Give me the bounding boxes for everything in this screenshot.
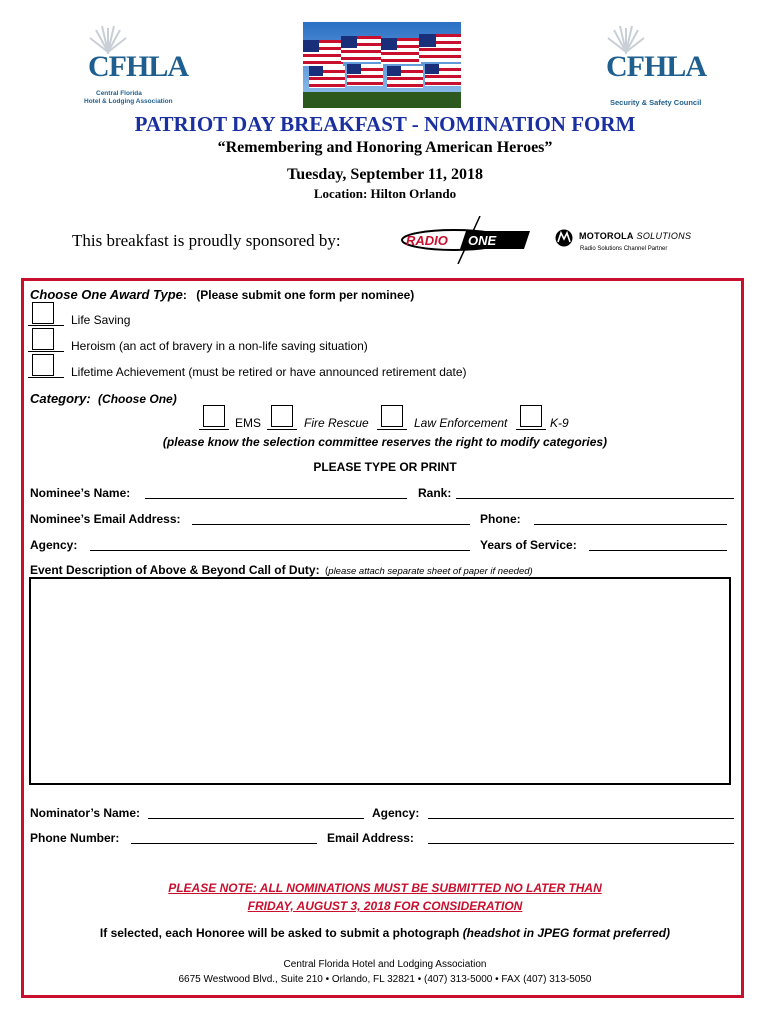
checkbox-underline: [516, 429, 546, 430]
category-k9-label: K-9: [550, 416, 569, 430]
cfhla-logo-right: [596, 24, 716, 114]
award-lifetime-label: Lifetime Achievement (must be retired or have announced retirement date): [71, 365, 467, 379]
deadline-line2: FRIDAY, AUGUST 3, 2018 FOR CONSIDERATION: [247, 899, 523, 913]
footer-address: 6675 Westwood Blvd., Suite 210 • Orlando, FL 32821 • (407) 313-5000 • FAX (407) 313-5050: [178, 974, 592, 985]
logo-mark: CFHLA: [88, 50, 188, 83]
nominee-name-label: Nominee’s Name:: [30, 486, 131, 500]
phone-number-field[interactable]: [131, 843, 317, 844]
category-note: (please know the selection committee reserves the right to modify categories): [162, 435, 608, 449]
radio-one-logo: [398, 216, 538, 264]
award-life-saving-label: Life Saving: [71, 313, 131, 327]
nominee-email-label: Nominee’s Email Address:: [30, 512, 181, 526]
category-fire-checkbox[interactable]: [271, 405, 293, 427]
motorola-batwing-icon: [555, 229, 573, 247]
sponsor-text: This breakfast is proudly sponsored by:: [72, 231, 341, 250]
logo-mark: CFHLA: [606, 50, 706, 83]
checkbox-underline: [28, 351, 64, 352]
print-note: PLEASE TYPE OR PRINT: [313, 460, 457, 474]
event-description-label: Event Description of Above & Beyond Call of Duty: (please attach separate sheet of paper if needed): [30, 563, 533, 577]
page-title: PATRIOT DAY BREAKFAST - NOMINATION FORM: [134, 112, 636, 136]
rank-field[interactable]: [456, 498, 734, 499]
svg-text:ONE: ONE: [468, 233, 497, 248]
award-heroism-label: Heroism (an act of bravery in a non-life saving situation): [71, 339, 368, 353]
flags-photo: [303, 22, 461, 108]
nominator-agency-field[interactable]: [428, 818, 734, 819]
event-location: Location: Hilton Orlando: [313, 186, 457, 201]
phone-label: Phone:: [480, 512, 521, 526]
award-life-saving-checkbox[interactable]: [32, 302, 54, 324]
photo-note: If selected, each Honoree will be asked to submit a photograph (headshot in JPEG format preferred): [99, 926, 671, 940]
checkbox-underline: [199, 429, 229, 430]
award-lifetime-checkbox[interactable]: [32, 354, 54, 376]
checkbox-underline: [377, 429, 407, 430]
agency-field[interactable]: [90, 550, 470, 551]
cfhla-logo-left: [78, 24, 198, 114]
nominee-email-field[interactable]: [192, 524, 470, 525]
deadline-line1: PLEASE NOTE: ALL NOMINATIONS MUST BE SUBMITTED NO LATER THAN: [168, 881, 602, 895]
rank-label: Rank:: [418, 486, 452, 500]
logo-line1: Security & Safety Council: [610, 98, 702, 107]
award-heroism-checkbox[interactable]: [32, 328, 54, 350]
category-law-label: Law Enforcement: [414, 416, 508, 430]
phone-field[interactable]: [534, 524, 727, 525]
checkbox-underline: [28, 377, 64, 378]
nominator-name-label: Nominator’s Name:: [30, 806, 141, 820]
nominator-agency-label: Agency:: [372, 806, 420, 820]
years-of-service-label: Years of Service:: [480, 538, 577, 552]
nominee-name-field[interactable]: [145, 498, 407, 499]
logo-line2: Hotel & Lodging Association: [84, 98, 173, 105]
email-address-label: Email Address:: [327, 831, 414, 845]
category-ems-checkbox[interactable]: [203, 405, 225, 427]
checkbox-underline: [28, 325, 64, 326]
event-description-textarea[interactable]: [29, 577, 731, 785]
agency-label: Agency:: [30, 538, 78, 552]
page-subtitle: “Remembering and Honoring American Heroes”: [217, 139, 553, 156]
checkbox-underline: [267, 429, 297, 430]
svg-text:RADIO: RADIO: [406, 233, 448, 248]
email-address-field[interactable]: [428, 843, 734, 844]
event-date: Tuesday, September 11, 2018: [286, 166, 484, 183]
category-ems-label: EMS: [235, 416, 262, 430]
category-law-checkbox[interactable]: [381, 405, 403, 427]
years-of-service-field[interactable]: [589, 550, 727, 551]
category-fire-label: Fire Rescue: [304, 416, 369, 430]
motorola-sub: Radio Solutions Channel Partner: [580, 246, 668, 252]
phone-number-label: Phone Number:: [30, 831, 120, 845]
award-type-heading: Choose One Award Type: (Please submit one form per nominee): [30, 287, 415, 302]
category-k9-checkbox[interactable]: [520, 405, 542, 427]
motorola-name: MOTOROLA SOLUTIONS: [579, 231, 692, 241]
logo-line1: Central Florida: [96, 90, 142, 97]
category-heading: Category: (Choose One): [30, 391, 177, 406]
nominator-name-field[interactable]: [148, 818, 364, 819]
footer-org: Central Florida Hotel and Lodging Association: [283, 959, 487, 970]
